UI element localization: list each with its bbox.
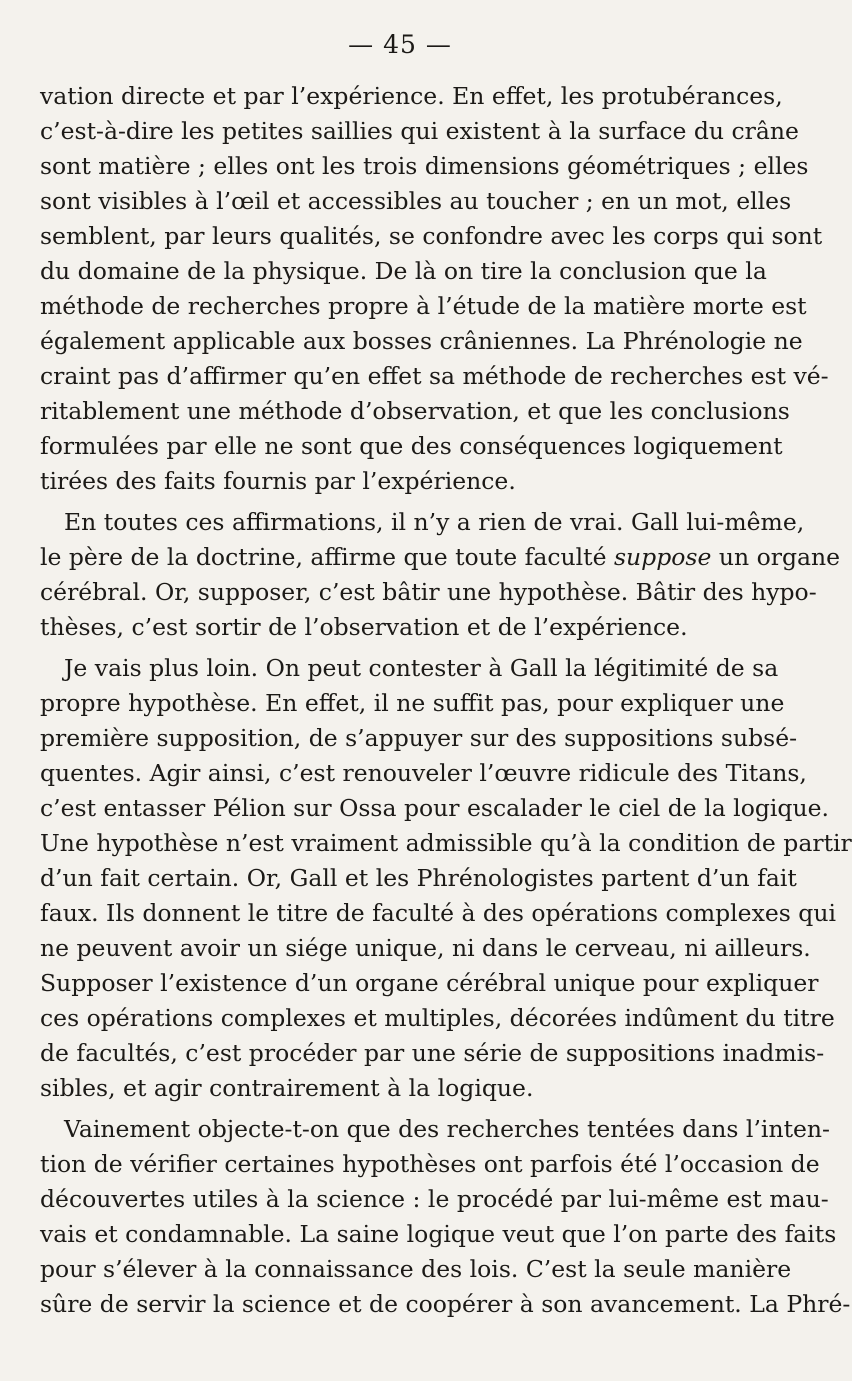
page-number: — 45 —	[348, 30, 452, 59]
text-line: sont matière ; elles ont les trois dimensions géométriques ; elles	[40, 152, 809, 180]
text-line: ritablement une méthode d’observation, et que les conclusions	[40, 397, 790, 425]
text-span: un organe	[711, 543, 841, 571]
text-line: de facultés, c’est procéder par une série de suppositions inadmis-	[40, 1039, 825, 1067]
text-line: c’est entasser Pélion sur Ossa pour escalader le ciel de la logique.	[40, 794, 829, 822]
text-line: Une hypothèse n’est vraiment admissible qu’à la condition de partir	[40, 829, 852, 857]
text-line	[40, 537, 841, 577]
text-line: ne peuvent avoir un siége unique, ni dans le cerveau, ni ailleurs.	[40, 934, 811, 962]
text-line: vais et condamnable. La saine logique veut que l’on parte des faits	[40, 1220, 837, 1248]
text-line: En toutes ces affirmations, il n’y a rien de vrai. Gall lui-même,	[64, 508, 805, 536]
emphasis-word: suppose	[613, 543, 712, 571]
text-line: Je vais plus loin. On peut contester à Gall la légitimité de sa	[64, 654, 779, 682]
text-line: Vainement objecte-t-on que des recherches tentées dans l’inten-	[64, 1115, 830, 1143]
text-line: formulées par elle ne sont que des conséquences logiquement	[40, 432, 783, 460]
text-line: thèses, c’est sortir de l’observation et de l’expérience.	[40, 613, 688, 641]
text-line: pour s’élever à la connaissance des lois. C’est la seule manière	[40, 1255, 792, 1283]
text-line: vation directe et par l’expérience. En effet, les protubérances,	[40, 82, 783, 110]
text-line: tirées des faits fournis par l’expérience.	[40, 467, 516, 495]
text-line: Supposer l’existence d’un organe cérébral unique pour expliquer	[40, 969, 819, 997]
text-line: c’est-à-dire les petites saillies qui existent à la surface du crâne	[40, 117, 799, 145]
text-line: ces opérations complexes et multiples, décorées indûment du titre	[40, 1004, 835, 1032]
text-line: sont visibles à l’œil et accessibles au toucher ; en un mot, elles	[40, 187, 792, 215]
text-line: méthode de recherches propre à l’étude de la matière morte est	[40, 292, 807, 320]
text-line: tion de vérifier certaines hypothèses ont parfois été l’occasion de	[40, 1150, 820, 1178]
text-line: semblent, par leurs qualités, se confondre avec les corps qui sont	[40, 222, 823, 250]
text-line: craint pas d’affirmer qu’en effet sa méthode de recherches est vé-	[40, 362, 829, 390]
text-line: également applicable aux bosses crâniennes. La Phrénologie ne	[40, 327, 803, 355]
text-line: sûre de servir la science et de coopérer à son avancement. La Phré-	[40, 1290, 851, 1318]
text-span: le père de la doctrine, affirme que toute faculté	[40, 543, 614, 571]
text-line: d’un fait certain. Or, Gall et les Phrénologistes partent d’un fait	[40, 864, 797, 892]
text-line: propre hypothèse. En effet, il ne suffit pas, pour expliquer une	[40, 689, 785, 717]
text-line: découvertes utiles à la science : le procédé par lui-même est mau-	[40, 1185, 829, 1213]
text-line: faux. Ils donnent le titre de faculté à des opérations complexes qui	[40, 899, 836, 927]
text-line: cérébral. Or, supposer, c’est bâtir une hypothèse. Bâtir des hypo-	[40, 578, 817, 606]
text-line: du domaine de la physique. De là on tire la conclusion que la	[40, 257, 767, 285]
text-line: première supposition, de s’appuyer sur des suppositions subsé-	[40, 724, 798, 752]
text-line: quentes. Agir ainsi, c’est renouveler l’œuvre ridicule des Titans,	[40, 759, 807, 787]
text-line: sibles, et agir contrairement à la logique.	[40, 1074, 534, 1102]
